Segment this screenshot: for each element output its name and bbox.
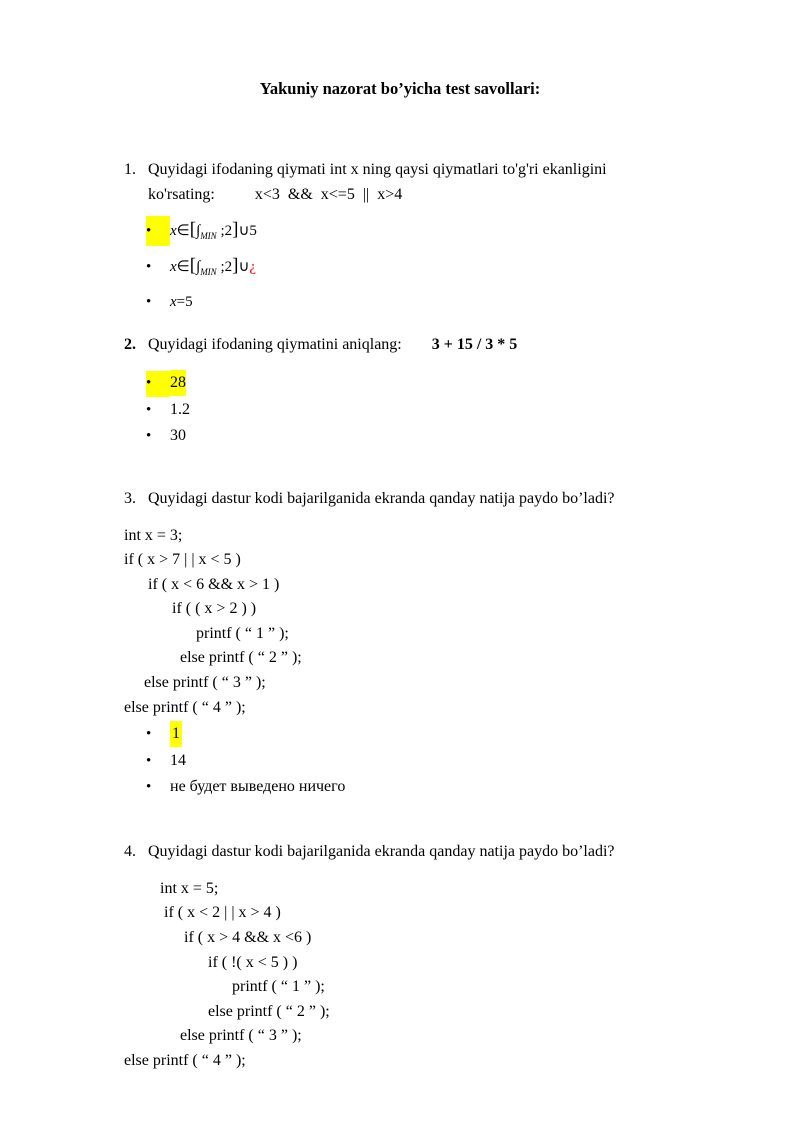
question-1 — [124, 157, 704, 317]
code-line: if ( x < 2 | | x > 4 ) — [124, 904, 281, 922]
integral-icon: ∫ — [196, 223, 201, 239]
bullet-icon: • — [146, 371, 170, 397]
bullet-icon: • — [146, 294, 152, 310]
question-4-heading — [124, 839, 704, 864]
option-label: 1 — [170, 721, 182, 747]
formula-part: ∈ — [176, 259, 190, 275]
option-2-3 — [146, 423, 704, 450]
bullet-icon: • — [146, 428, 152, 444]
option-3-2 — [146, 748, 704, 775]
option-label: не будет выведено ничего — [170, 778, 346, 796]
code-line: else printf ( “ 3 ” ); — [124, 1027, 302, 1045]
question-2-expression: 3 + 15 / 3 * 5 — [431, 336, 518, 353]
formula-part: [ — [189, 219, 197, 240]
option-3-1 — [146, 721, 704, 748]
code-line: else printf ( “ 4 ” ); — [124, 1051, 246, 1069]
formula-part: ;2 — [216, 223, 233, 239]
code-line: if ( x > 4 && x <6 ) — [124, 928, 312, 946]
question-1-options — [124, 215, 704, 317]
code-line: else printf ( “ 3 ” ); — [124, 674, 266, 692]
code-line: printf ( “ 1 ” ); — [124, 978, 325, 996]
formula-subscript: MIN — [200, 267, 217, 277]
question-4 — [124, 839, 704, 1074]
bullet-icon: • — [146, 259, 152, 275]
question-1-heading — [124, 157, 704, 182]
question-2-heading — [124, 332, 704, 357]
formula-part: ;2 — [216, 259, 233, 275]
option-label: 14 — [170, 751, 186, 769]
integral-icon: ∫ — [196, 259, 201, 275]
bullet-icon: • — [146, 752, 152, 769]
formula-part: x — [170, 259, 177, 275]
formula-1 — [170, 215, 257, 251]
formula-part-red: ¿ — [249, 259, 257, 275]
question-4-text: Quyidagi dastur kodi bajarilganida ekranda qanday natija paydo bo’ladi? — [148, 842, 615, 860]
question-2 — [124, 332, 704, 450]
question-3-number: 3. — [124, 489, 136, 507]
option-1-1 — [146, 215, 704, 251]
code-line: else printf ( “ 2 ” ); — [124, 1002, 330, 1020]
formula-part: ∪ — [238, 223, 250, 239]
question-2-number: 2. — [124, 336, 136, 353]
formula-part: [ — [189, 255, 197, 276]
bullet-icon: • — [146, 401, 152, 418]
formula-part: ] — [232, 219, 239, 240]
question-3 — [124, 486, 704, 801]
code-line: if ( x > 7 | | x < 5 ) — [124, 551, 241, 569]
option-2-2 — [146, 397, 704, 424]
question-1-text-continued — [148, 182, 704, 207]
formula-2 — [170, 251, 256, 287]
question-1-number: 1. — [124, 161, 136, 178]
question-2-text: Quyidagi ifodaning qiymatini aniqlang: — [148, 336, 402, 353]
question-4-code — [124, 877, 704, 1074]
formula-part: ∈ — [176, 223, 190, 239]
code-line: int x = 5; — [124, 879, 219, 897]
question-3-options — [124, 721, 704, 801]
formula-part: ] — [232, 255, 239, 276]
formula-part: ∪ — [238, 259, 250, 275]
option-2-1 — [146, 370, 704, 397]
bullet-icon: • — [146, 726, 152, 743]
code-line: if ( !( x < 5 ) ) — [124, 953, 298, 971]
document-content — [0, 157, 800, 1074]
bullet-icon: • — [146, 779, 152, 796]
code-line: else printf ( “ 2 ” ); — [124, 649, 302, 667]
question-3-code — [124, 524, 704, 721]
question-4-number: 4. — [124, 842, 136, 860]
option-1-3 — [146, 287, 704, 317]
option-label: 30 — [170, 427, 186, 444]
question-3-text: Quyidagi dastur kodi bajarilganida ekranda qanday natija paydo bo’ladi? — [148, 489, 615, 507]
question-3-heading — [124, 486, 704, 511]
question-1-text2: ko'rsating: — [148, 186, 215, 203]
code-line: if ( x < 6 && x > 1 ) — [124, 575, 280, 593]
page-title: Yakuniy nazorat bo’yicha test savollari: — [259, 79, 541, 98]
question-1-expression: x<3 && x<=5 || x>4 — [254, 186, 403, 203]
formula-subscript: MIN — [200, 231, 217, 241]
formula-part: x — [170, 223, 177, 239]
bullet-icon: • — [146, 216, 170, 246]
question-2-text-wrap — [148, 332, 704, 357]
option-3-3 — [146, 774, 704, 801]
formula-part: =5 — [176, 294, 193, 310]
question-1-text: Quyidagi ifodaning qiymati int x ning qaysi qiymatlari to'g'ri ekanligini — [148, 161, 607, 178]
question-2-options — [124, 370, 704, 450]
code-line: else printf ( “ 4 ” ); — [124, 698, 246, 716]
formula-part: x — [170, 294, 177, 310]
option-1-2 — [146, 251, 704, 287]
formula-3 — [170, 287, 193, 317]
code-line: printf ( “ 1 ” ); — [124, 624, 289, 642]
option-label: 28 — [170, 370, 186, 396]
code-line: if ( ( x > 2 ) ) — [124, 600, 257, 618]
formula-part: 5 — [249, 223, 257, 239]
code-line: int x = 3; — [124, 526, 183, 544]
option-label: 1.2 — [170, 400, 190, 418]
